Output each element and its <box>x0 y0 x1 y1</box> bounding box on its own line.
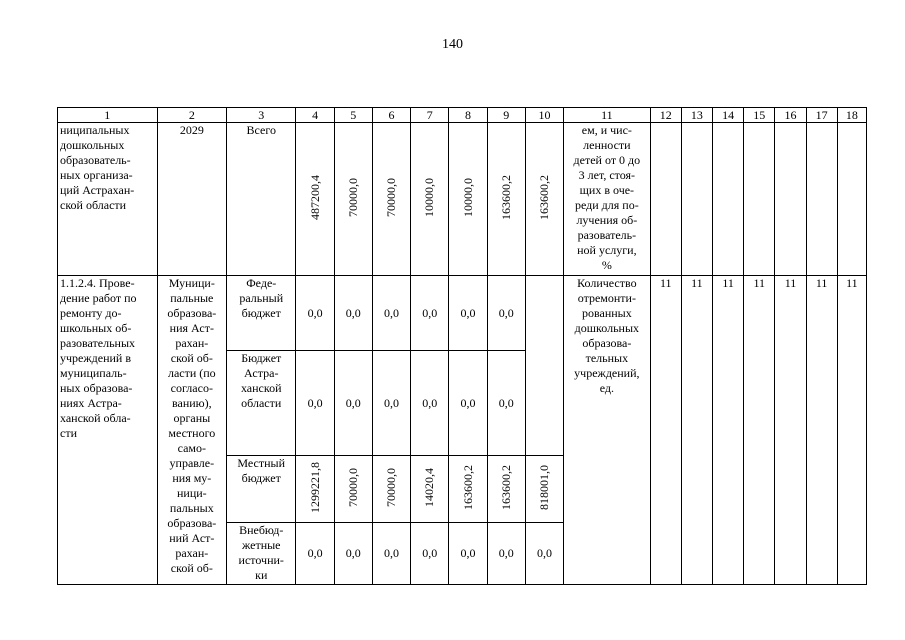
value-text: 487200,4 <box>307 174 322 220</box>
target-cell: 11 <box>775 276 806 585</box>
value-cell: 0,0 <box>296 276 334 351</box>
header-cell: 10 <box>525 108 563 123</box>
target-cell: 11 <box>713 276 744 585</box>
target-cell <box>837 123 866 276</box>
period-cell: 2029 <box>157 123 226 276</box>
target-cell <box>713 123 744 276</box>
value-cell: 0,0 <box>334 523 372 585</box>
header-cell: 2 <box>157 108 226 123</box>
header-row <box>58 108 867 123</box>
header-cell: 13 <box>681 108 712 123</box>
header-cell: 5 <box>334 108 372 123</box>
target-cell: 11 <box>681 276 712 585</box>
header-cell: 1 <box>58 108 158 123</box>
header-cell: 3 <box>227 108 296 123</box>
value-text: 163600,2 <box>536 174 551 220</box>
value-cell <box>487 456 525 523</box>
target-cell <box>744 123 775 276</box>
value-text: 163600,2 <box>460 464 475 510</box>
value-text: 1299221,8 <box>307 461 322 513</box>
target-cell <box>650 123 681 276</box>
funding-source-local: Местный бюджет <box>227 456 296 523</box>
header-cell: 12 <box>650 108 681 123</box>
value-text: 10000,0 <box>460 177 475 217</box>
value-cell: 0,0 <box>372 523 410 585</box>
value-cell <box>411 123 449 276</box>
value-cell <box>449 123 487 276</box>
value-text: 163600,2 <box>498 464 513 510</box>
indicator-cell: ем, и чис- ленности детей от 0 до 3 лет, стоя- щих в оче- реди для по- лучения об- разователь- ной услуги, % <box>564 123 651 276</box>
value-cell: 0,0 <box>372 276 410 351</box>
target-cell: 11 <box>744 276 775 585</box>
header-cell: 9 <box>487 108 525 123</box>
value-text: 818001,0 <box>536 464 551 510</box>
target-cell: 11 <box>837 276 866 585</box>
value-text: 14020,4 <box>422 467 437 507</box>
value-text: 70000,0 <box>345 177 360 217</box>
header-cell: 17 <box>806 108 837 123</box>
header-cell: 15 <box>744 108 775 123</box>
value-cell <box>334 123 372 276</box>
value-cell: 0,0 <box>449 276 487 351</box>
header-cell: 11 <box>564 108 651 123</box>
target-cell <box>681 123 712 276</box>
executor-cell: Муници- пальные образова- ния Аст- рахан- ской об- ласти (по согласо- ванию), органы местного само- управле- ния му- ници- пальных образова- ний Аст- рахан- ской об- <box>157 276 226 585</box>
value-cell: 0,0 <box>296 523 334 585</box>
program-table <box>57 107 867 585</box>
header-cell: 16 <box>775 108 806 123</box>
funding-source-federal: Феде- ральный бюджет <box>227 276 296 351</box>
value-cell: 0,0 <box>334 276 372 351</box>
value-cell: 0,0 <box>487 276 525 351</box>
value-cell <box>487 123 525 276</box>
value-cell: 0,0 <box>525 523 563 585</box>
header-cell: 6 <box>372 108 410 123</box>
value-text: 70000,0 <box>384 467 399 507</box>
target-cell: 11 <box>806 276 837 585</box>
funding-source-regional: Бюджет Астра- ханской области <box>227 351 296 456</box>
value-cell: 0,0 <box>334 351 372 456</box>
value-cell: 0,0 <box>411 523 449 585</box>
value-cell: 0,0 <box>372 351 410 456</box>
value-cell: 0,0 <box>449 351 487 456</box>
value-cell: 0,0 <box>487 351 525 456</box>
funding-source-extrabudgetary: Внебюд- жетные источни- ки <box>227 523 296 585</box>
value-cell <box>525 276 563 351</box>
value-cell: 0,0 <box>296 351 334 456</box>
target-cell: 11 <box>650 276 681 585</box>
value-cell <box>525 456 563 523</box>
header-cell: 8 <box>449 108 487 123</box>
indicator-cell: Количество отремонти- рованных дошкольных образова- тельных учреждений, ед. <box>564 276 651 585</box>
activity-name-cell: ниципальных дошкольных образователь- ных организа- ций Астрахан- ской области <box>58 123 158 276</box>
value-cell <box>372 456 410 523</box>
value-cell <box>525 123 563 276</box>
funding-source-cell: Всего <box>227 123 296 276</box>
header-cell: 4 <box>296 108 334 123</box>
value-text: 70000,0 <box>384 177 399 217</box>
value-cell: 0,0 <box>487 523 525 585</box>
value-cell <box>411 456 449 523</box>
value-cell <box>525 351 563 456</box>
page-number: 140 <box>442 37 463 52</box>
target-cell <box>806 123 837 276</box>
value-cell <box>449 456 487 523</box>
header-cell: 7 <box>411 108 449 123</box>
value-cell <box>334 456 372 523</box>
value-cell <box>372 123 410 276</box>
table-row <box>58 276 867 351</box>
value-cell <box>296 123 334 276</box>
value-text: 70000,0 <box>345 467 360 507</box>
value-cell: 0,0 <box>449 523 487 585</box>
value-cell: 0,0 <box>411 276 449 351</box>
target-cell <box>775 123 806 276</box>
header-cell: 14 <box>713 108 744 123</box>
value-text: 163600,2 <box>498 174 513 220</box>
value-text: 10000,0 <box>422 177 437 217</box>
value-cell: 0,0 <box>411 351 449 456</box>
value-cell <box>296 456 334 523</box>
header-cell: 18 <box>837 108 866 123</box>
activity-name-cell: 1.1.2.4. Прове- дение работ по ремонту до- школьных об- разовательных учреждений в муниципаль- ных образова- ниях Астра- ханской обла- сти <box>58 276 158 585</box>
table-row <box>58 123 867 276</box>
